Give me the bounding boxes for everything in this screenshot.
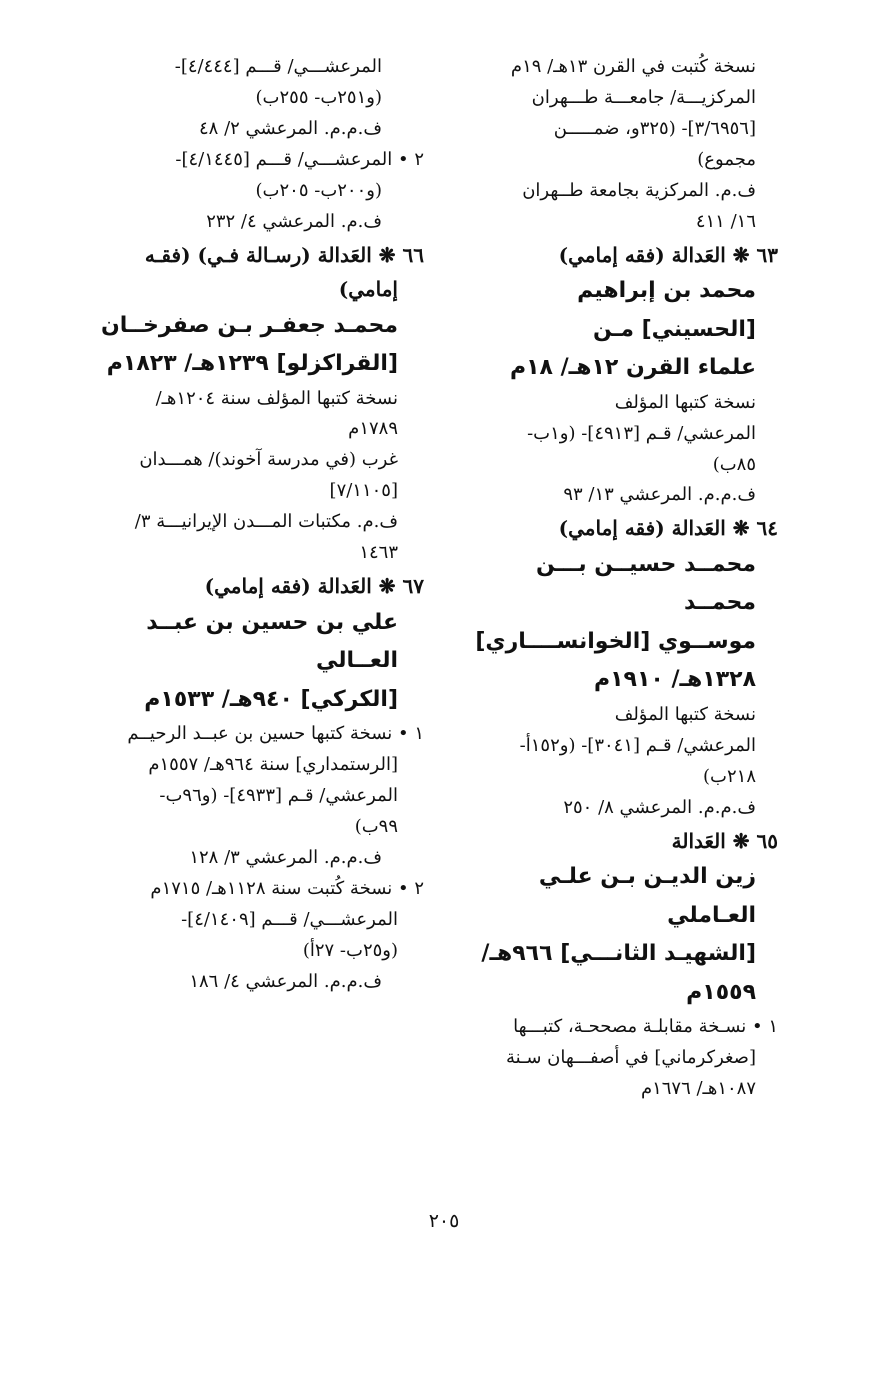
left-column-line: [الرستمداري] سنة ٩٦٤هـ/ ١٥٥٧م	[148, 754, 398, 776]
right-column-line: المرعشي/ قـم [٤٩١٣]- (و١ب-	[527, 422, 756, 444]
right-column-line: ١٦/ ٤١١	[695, 210, 756, 232]
right-column-line: [صغركرماني] في أصفـــهان سـنة	[505, 1046, 756, 1068]
right-column-line: موســوي [الخوانســــاري]	[475, 628, 756, 654]
right-column-line: محمــد حسيــن بـــن محمــد	[536, 551, 756, 616]
right-column-line: ف.م.م. المرعشي ٨/ ٢٥٠	[563, 796, 756, 818]
left-column-line: ١٧٨٩م	[348, 418, 398, 440]
left-column-line: (و٢٠٠ب- ٢٠٥ب)	[255, 179, 382, 201]
right-column-line: المركزيـــة/ جامعـــة طـــهران	[531, 86, 756, 108]
right-column-line: ٦٤ ❋ العَدالة (فقه إمامي)	[558, 516, 778, 541]
left-column-line: ٩٩ب)	[354, 815, 398, 837]
right-column-line: مجموع)	[697, 148, 756, 170]
left-column-line: ف.م. المرعشي ٤/ ٢٣٢	[206, 210, 382, 232]
right-column-line: نسخة كُتبت في القرن ١٣هـ/ ١٩م	[510, 56, 756, 77]
left-column-line: محمـد جعفـر بـن صفرخــان	[100, 312, 398, 338]
right-column-line: ١٠٨٧هـ/ ١٦٧٦م	[640, 1077, 756, 1099]
left-column-line: ١٤٦٣	[359, 542, 398, 564]
left-column-line: المرعشـــي/ قـــم [٤/١٤٠٩]-	[181, 908, 398, 930]
right-column-line: ٢١٨ب)	[703, 765, 756, 787]
left-column-line: (و٢٥ب- ٢٧أ)	[302, 939, 398, 961]
right-column-line: ف.م. المركزية بجامعة طــهران	[522, 179, 756, 201]
right-column-line: محمد بن إبراهيم [الحسيني] مـن	[577, 278, 756, 342]
left-column-line: ف.م. مكتبات المـــدن الإيرانيـــة ٣/	[134, 511, 398, 533]
left-column-line: ٢ • المرعشـــي/ قـــم [٤/١٤٤٥]-	[175, 148, 424, 170]
left-column-line: المرعشي/ قـم [٤٩٣٣]- (و٩٦ب-	[159, 785, 398, 807]
left-column-line: ٢ • نسخة كُتبت سنة ١١٢٨هـ/ ١٧١٥م	[150, 877, 424, 899]
left-column-line: [٧/١١٠٥]	[329, 480, 398, 502]
right-column-line: نسخة كتبها المؤلف	[614, 703, 756, 725]
right-column	[470, 52, 778, 1105]
right-column-line: علماء القرن ١٢هـ/ ١٨م	[510, 355, 756, 381]
right-column-line: نسخة كتبها المؤلف	[614, 391, 756, 413]
right-column-line: ١٣٢٨هـ/ ١٩١٠م	[593, 667, 756, 693]
left-column-line: نسخة كتبها المؤلف سنة ١٢٠٤هـ/	[155, 387, 398, 409]
left-column-line: علي بن حسين بن عبــد العــالي	[146, 609, 398, 674]
right-column-line: ١ • نسـخة مقابلـة مصححـة، كتبـــها	[513, 1016, 778, 1038]
right-column-line: ١٥٥٩م	[686, 979, 756, 1005]
left-column-line: إمامي)	[338, 277, 398, 302]
right-column-line: ٨٥ب)	[712, 453, 756, 475]
left-column-line: [القراكزلو] ١٢٣٩هـ/ ١٨٢٣م	[106, 351, 398, 376]
left-column-line: المرعشـــي/ قـــم [٤/٤٤٤]-	[174, 56, 382, 77]
left-column-line: ١ • نسخة كتبها حسين بن عبــد الرحيــم	[127, 723, 424, 745]
left-column	[86, 52, 424, 998]
left-column-line: (و٢٥١ب- ٢٥٥ب)	[255, 86, 382, 108]
right-column-line: [الشهيـد الثانـــي] ٩٦٦هـ/	[481, 941, 756, 967]
right-column-line: ف.م.م. المرعشي ١٣/ ٩٣	[563, 484, 756, 506]
left-column-line: ف.م.م. المرعشي ٢/ ٤٨	[199, 117, 382, 139]
left-column-line: ٦٦ ❋ العَدالة (رسـالة فـي) (فقـه	[144, 242, 424, 267]
left-column-line: ف.م.م. المرعشي ٣/ ١٢٨	[189, 846, 382, 868]
right-column-line: ٦٥ ❋ العَدالة	[671, 828, 778, 853]
left-column-line: ٦٧ ❋ العَدالة (فقه إمامي)	[204, 574, 424, 599]
page-number: ٢٠٥	[428, 1210, 460, 1232]
right-column-line: زين الديـن بـن علـي العـاملي	[538, 864, 756, 928]
left-column-line: ف.م.م. المرعشي ٤/ ١٨٦	[189, 970, 382, 992]
left-column-line: غرب (في مدرسة آخوند)/ همـــدان	[139, 449, 398, 471]
left-column-line: [الكركي] ٩٤٠هـ/ ١٥٣٣م	[144, 686, 398, 712]
right-column-line: المرعشي/ قـم [٣٠٤١]- (و١٥٢أ-	[519, 734, 756, 756]
right-column-line: ٦٣ ❋ العَدالة (فقه إمامي)	[558, 242, 778, 267]
right-column-line: [٣/٦٩٥٦]- (٣٢٥و، ضمـــــن	[553, 117, 756, 139]
